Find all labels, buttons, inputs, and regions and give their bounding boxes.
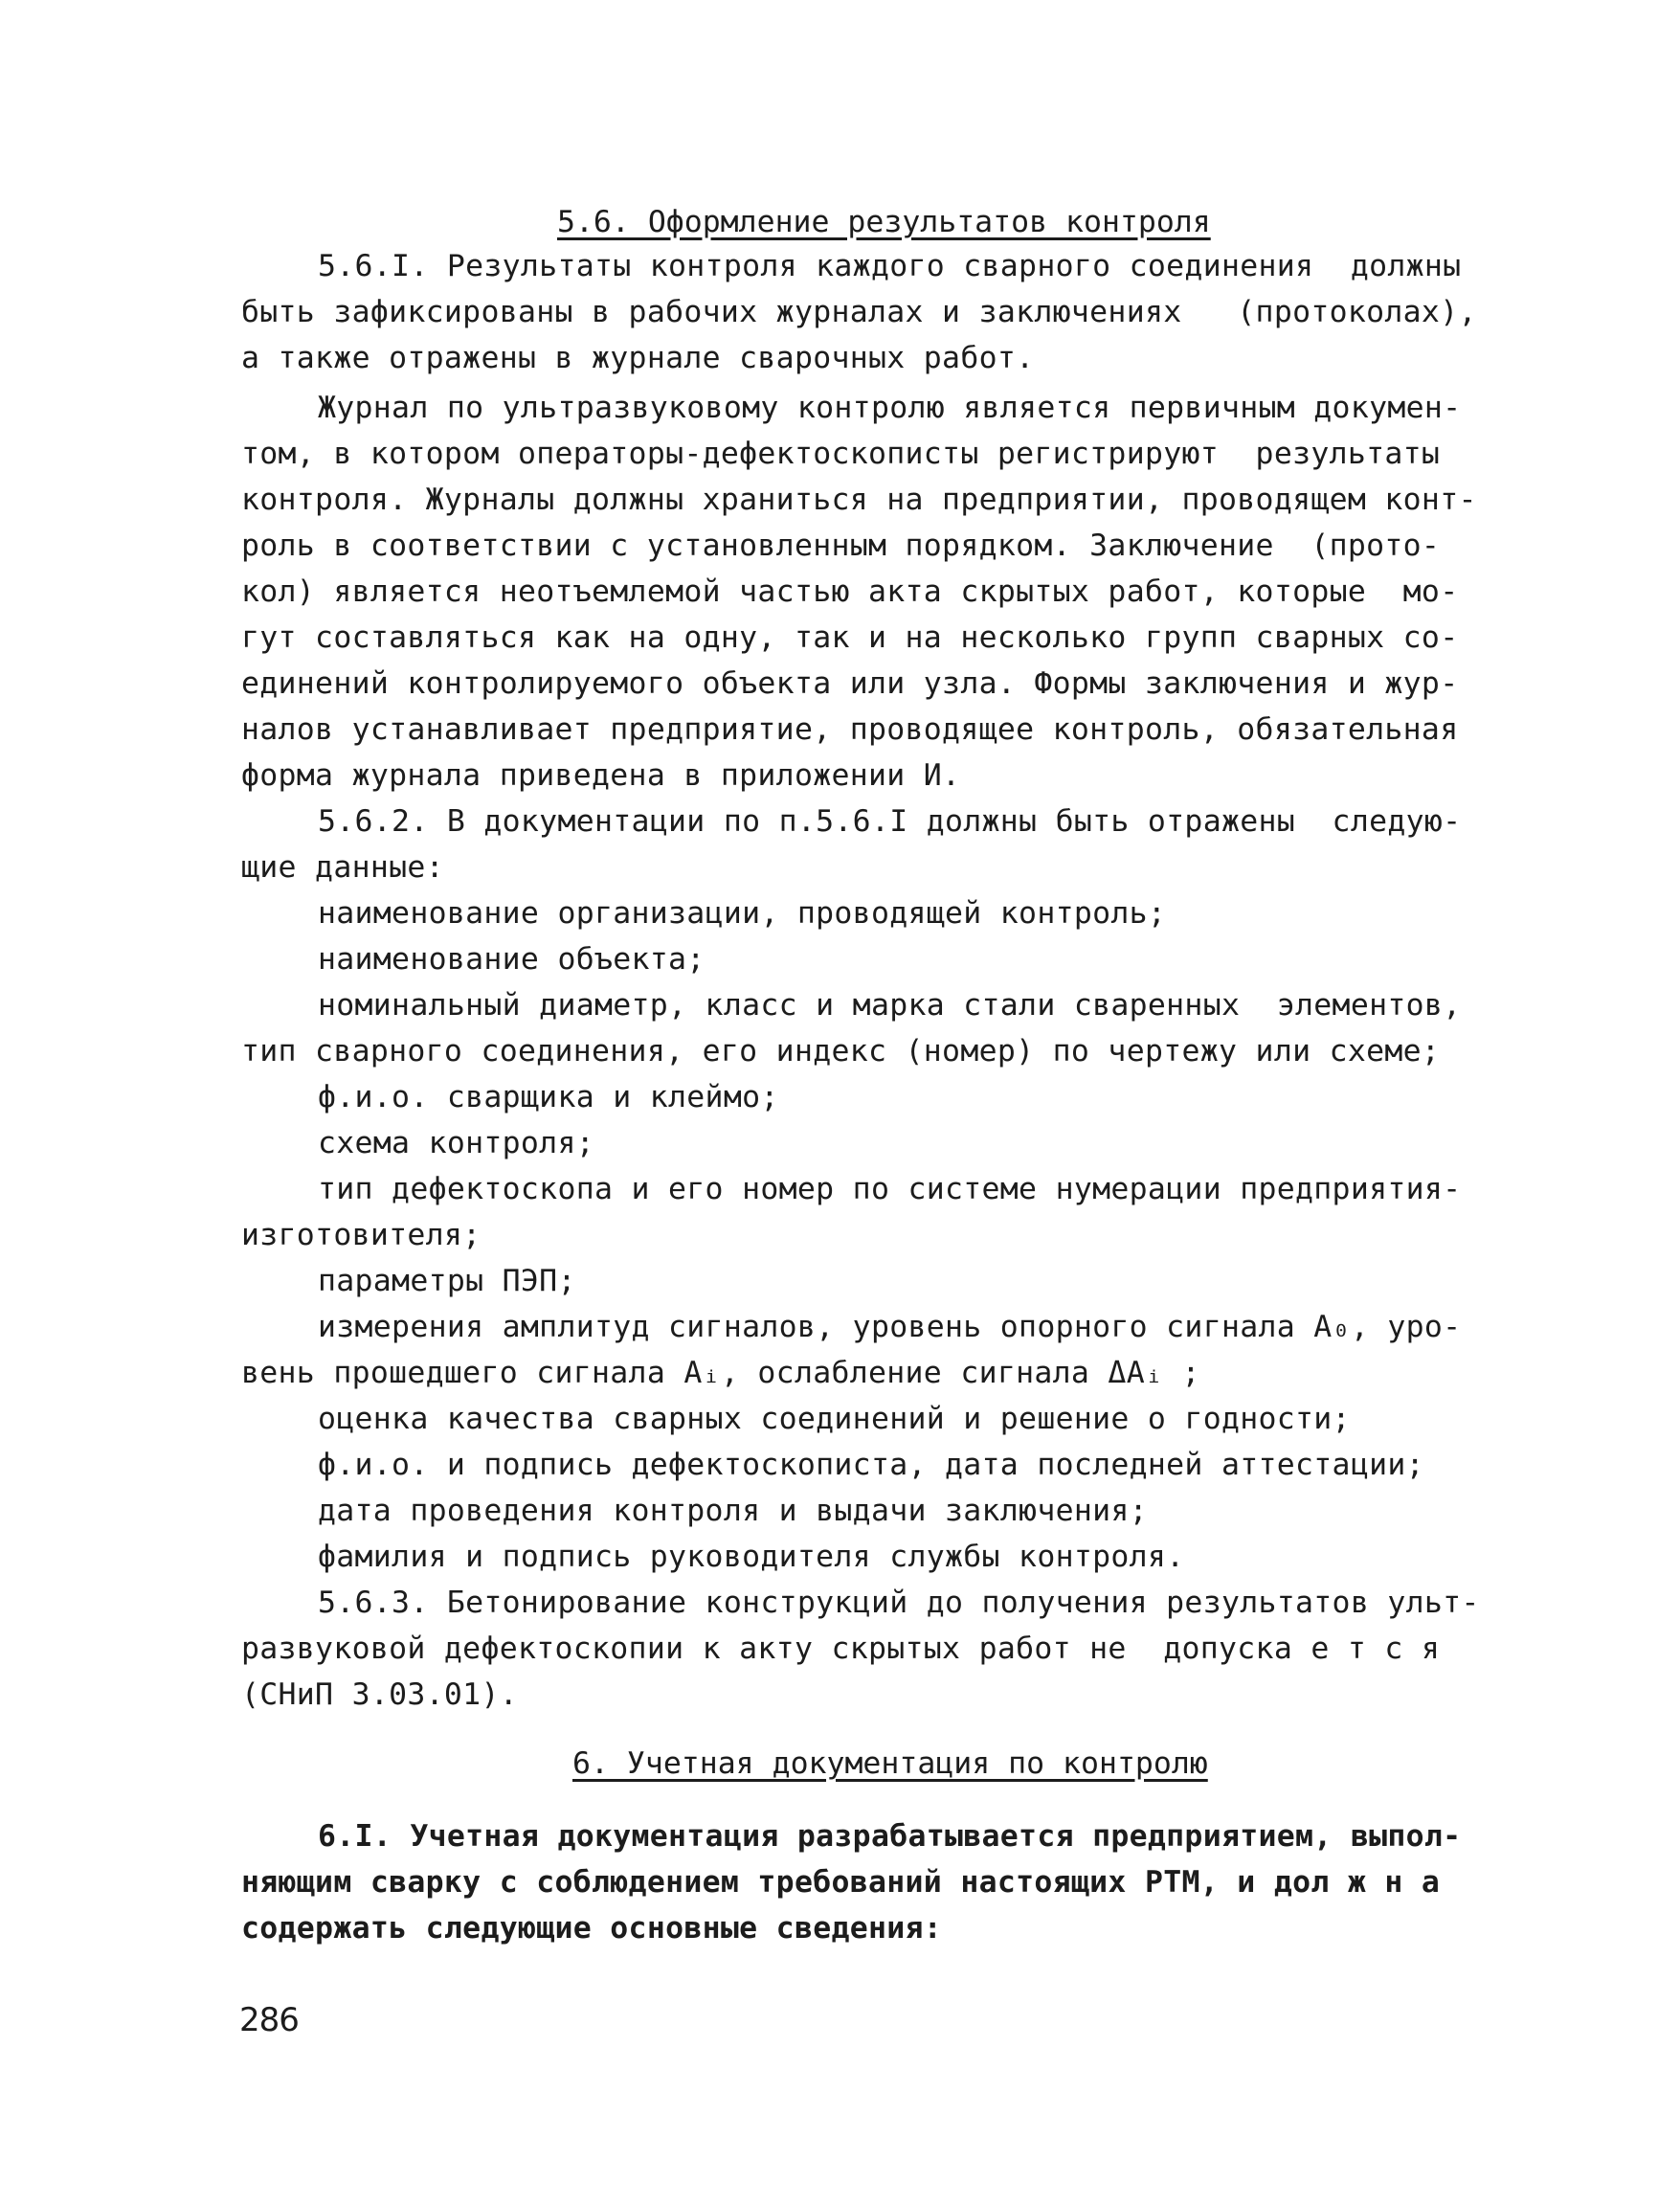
list-item: фамилия и подпись руководителя службы контроля.	[318, 1540, 1185, 1574]
list-item: наименование организации, проводящей контроль;	[318, 896, 1167, 931]
list-item: изготовителя;	[241, 1218, 482, 1252]
text-line: гут составляться как на одну, так и на несколько групп сварных со-	[241, 620, 1459, 655]
text-line: быть зафиксированы в рабочих журналах и заключениях (протоколах),	[241, 295, 1477, 329]
text-line: 5.6.3. Бетонирование конструкций до получения результатов ульт-	[318, 1586, 1480, 1620]
section-6-heading: 6. Учетная документация по контролю	[572, 1746, 1208, 1781]
text-line: а также отражены в журнале сварочных работ.	[241, 341, 1035, 375]
list-item: тип сварного соединения, его индекс (номер) по чертежу или схеме;	[241, 1034, 1441, 1069]
page-number: 286	[239, 2001, 299, 2039]
text-line: щие данные:	[241, 850, 444, 885]
list-item: дата проведения контроля и выдачи заключения;	[318, 1494, 1148, 1528]
text-line: (СНиП 3.03.01).	[241, 1677, 518, 1712]
list-item: ф.и.о. и подпись дефектоскописта, дата последней аттестации;	[318, 1448, 1424, 1482]
text-line: роль в соответствии с установленным порядком. Заключение (прото-	[241, 529, 1441, 563]
list-item: ф.и.о. сварщика и клеймо;	[318, 1080, 779, 1114]
text-line: форма журнала приведена в приложении И.	[241, 758, 961, 793]
list-item: параметры ПЭП;	[318, 1264, 576, 1298]
text-line: 5.6.2. В документации по п.5.6.I должны быть отражены следую-	[318, 804, 1462, 839]
list-item: измерения амплитуд сигналов, уровень опорного сигнала А₀, уро-	[318, 1310, 1462, 1344]
text-line: контроля. Журналы должны храниться на предприятии, проводящем конт-	[241, 483, 1477, 517]
section-5-6-heading: 5.6. Оформление результатов контроля	[557, 205, 1211, 239]
text-line: 6.I. Учетная документация разрабатывается предприятием, выпол-	[318, 1819, 1462, 1854]
text-line: содержать следующие основные сведения:	[241, 1911, 943, 1946]
list-item: тип дефектоскопа и его номер по системе нумерации предприятия-	[318, 1172, 1462, 1206]
text-line: 5.6.I. Результаты контроля каждого сварного соединения должны	[318, 249, 1462, 283]
text-line: единений контролируемого объекта или узла. Формы заключения и жур-	[241, 666, 1459, 701]
text-line: Журнал по ультразвуковому контролю является первичным докумен-	[318, 391, 1462, 425]
text-line: развуковой дефектоскопии к акту скрытых работ не допуска е т с я	[241, 1631, 1441, 1666]
list-item: схема контроля;	[318, 1126, 594, 1160]
list-item: номинальный диаметр, класс и марка стали сваренных элементов,	[318, 988, 1462, 1023]
text-line: том, в котором операторы-дефектоскописты регистрируют результаты	[241, 437, 1441, 471]
text-line: кол) является неотъемлемой частью акта скрытых работ, которые мо-	[241, 574, 1459, 609]
list-item: вень прошедшего сигнала Аᵢ, ослабление сигнала ΔАᵢ ;	[241, 1356, 1200, 1390]
text-line: налов устанавливает предприятие, проводящее контроль, обязательная	[241, 712, 1459, 747]
list-item: оценка качества сварных соединений и решение о годности;	[318, 1402, 1351, 1436]
text-line: няющим сварку с соблюдением требований настоящих РТМ, и дол ж н а	[241, 1865, 1441, 1900]
list-item: наименование объекта;	[318, 942, 706, 977]
